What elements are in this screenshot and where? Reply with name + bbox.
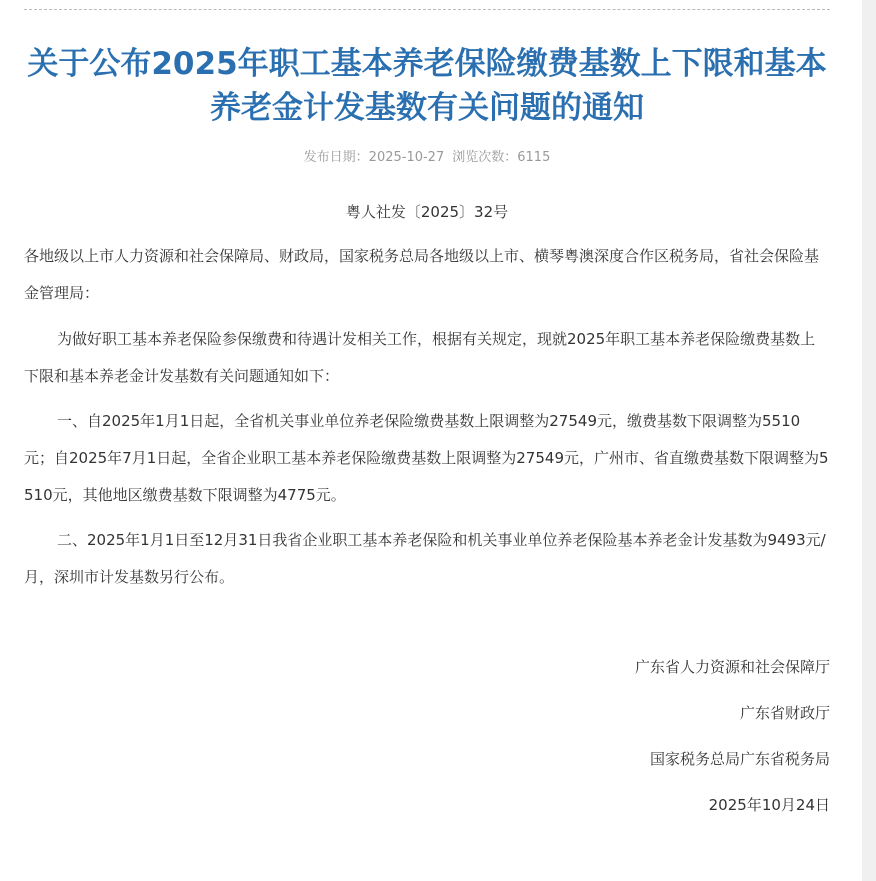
publish-date: 2025-10-27 — [368, 150, 445, 165]
item-two-paragraph: 二、2025年1月1日至12月31日我省企业职工基本养老保险和机关事业单位养老保险基本养老金计发基数为9493元/月，深圳市计发基数另行公布。 — [24, 531, 826, 586]
views-label: 浏览次数： — [452, 150, 518, 165]
item-one-paragraph: 一、自2025年1月1日起，全省机关事业单位养老保险缴费基数上限调整为27549元，缴费基数下限调整为5510元；自2025年7月1日起，全省企业职工基本养老保险缴费基数上限调整为27549元，广州市、省直缴费基数下限调整为5510元，其他地区缴费基数下限调整为4775元。 — [24, 412, 829, 504]
signature-tax-bureau: 国家税务总局广东省税务局 — [649, 750, 830, 768]
signature-date: 2025年10月24日 — [708, 796, 830, 814]
article-title: 关于公布2025年职工基本养老保险缴费基数上下限和基本养老金计发基数有关问题的通知 — [27, 46, 827, 126]
article-container — [24, 0, 830, 881]
views-count: 6115 — [517, 150, 551, 165]
article-meta — [24, 148, 830, 168]
signature-finance-department: 广东省财政厅 — [739, 704, 830, 722]
publish-date-label: 发布日期： — [303, 150, 369, 165]
intro-paragraph: 为做好职工基本养老保险参保缴费和待遇计发相关工作，根据有关规定，现就2025年职工基本养老保险缴费基数上下限和基本养老金计发基数有关问题通知如下： — [24, 330, 816, 385]
document-number: 粤人社发〔2025〕32号 — [345, 203, 509, 221]
addressee-paragraph: 各地级以上市人力资源和社会保障局、财政局，国家税务总局各地级以上市、横琴粤澳深度合作区税务局，省社会保险基金管理局： — [24, 247, 820, 302]
signature-hrss-department: 广东省人力资源和社会保障厅 — [634, 658, 830, 676]
page-scroll-strip — [862, 0, 876, 881]
top-divider — [24, 9, 830, 10]
